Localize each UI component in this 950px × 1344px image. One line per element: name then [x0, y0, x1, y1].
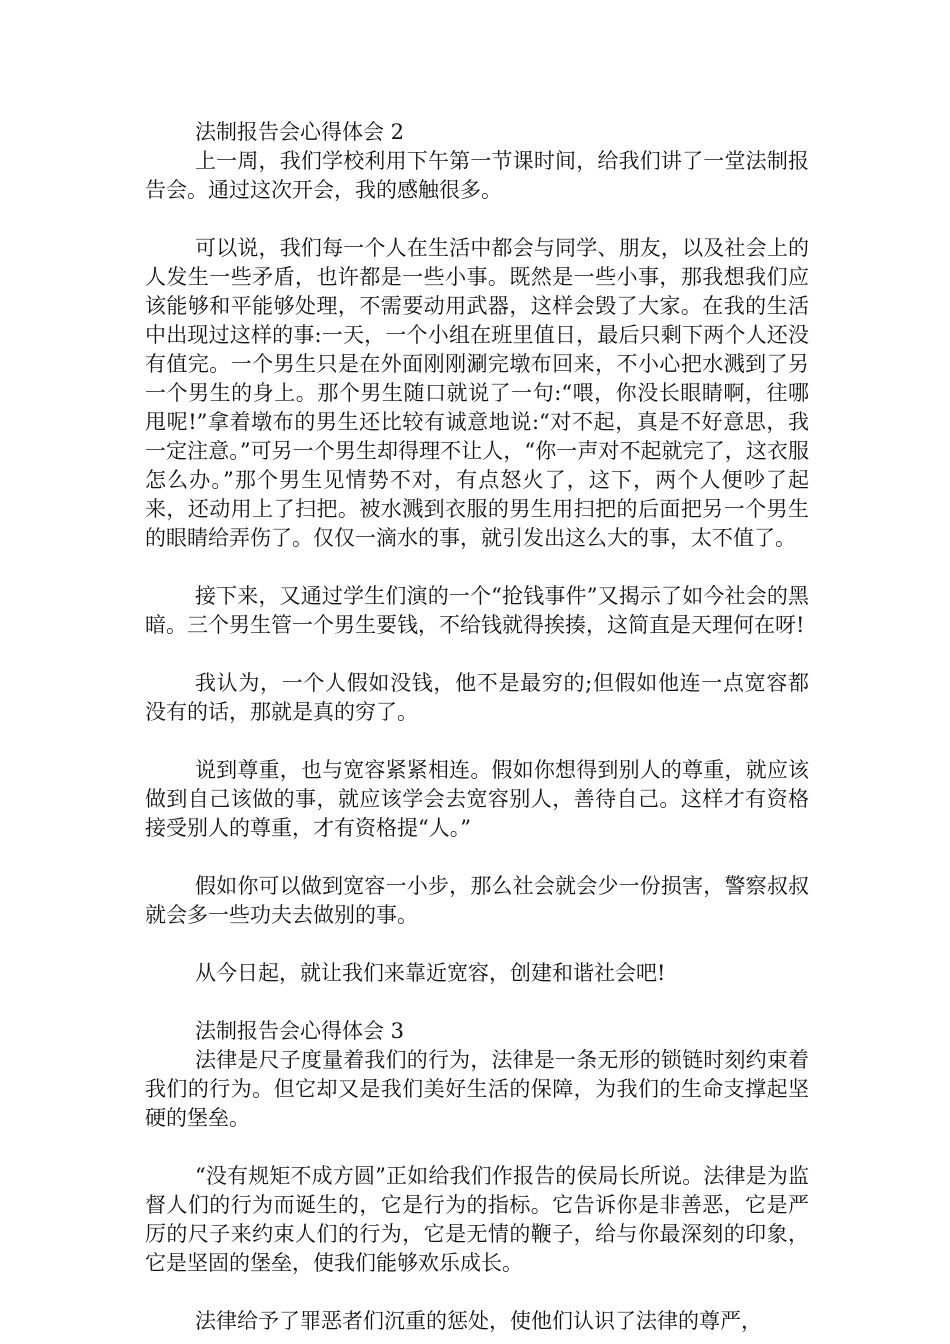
section-3-paragraph-2: “没有规矩不成方圆”正如给我们作报告的侯局长所说。法律是为监督人们的行为而诞生的，它是行为的指标。它告诉你是非善恶，它是严厉的尺子来约束人们的行为，它是无情的鞭子，给与你最深刻的印象，它是坚固的堡垒，使我们能够欢乐成长。	[145, 1164, 809, 1275]
section-3-paragraph-3: 法律给予了罪恶者们沉重的惩处，使他们认识了法律的尊严，	[195, 1309, 762, 1333]
document-page	[145, 118, 809, 1336]
section-2-paragraph-3: 接下来，又通过学生们演的一个“抢钱事件”又揭示了如今社会的黑暗。三个男生管一个男生要钱，不给钱就得挨揍，这简直是天理何在呀!	[145, 584, 809, 637]
section-2-paragraph-4: 我认为，一个人假如没钱，他不是最穷的;但假如他连一点宽容都没有的话，那就是真的穷了。	[145, 671, 809, 724]
section-2-paragraph-7: 从今日起，就让我们来靠近宽容，创建和谐社会吧!	[195, 961, 666, 985]
section-2-paragraph-1: 上一周，我们学校利用下午第一节课时间，给我们讲了一堂法制报告会。通过这次开会，我的感触很多。	[145, 149, 809, 202]
section-3-paragraph-1: 法律是尺子度量着我们的行为，法律是一条无形的锁链时刻约束着我们的行为。但它却又是我们美好生活的保障，为我们的生命支撑起坚硬的堡垒。	[145, 1048, 809, 1130]
section-2-title: 法制报告会心得体会 2	[195, 120, 405, 144]
section-2-paragraph-2: 可以说，我们每一个人在生活中都会与同学、朋友，以及社会上的人发生一些矛盾，也许都是一些小事。既然是一些小事，那我想我们应该能够和平能够处理，不需要动用武器，这样会毁了大家。在我的生活中出现过这样的事:一天，一个小组在班里值日，最后只剩下两个人还没有值完。一个男生只是在外面刚刚涮完墩布回来，不小心把水溅到了另一个男生的身上。那个男生随口就说了一句:“喂，你没长眼睛啊，往哪甩呢!”拿着墩布的男生还比较有诚意地说:“对不起，真是不好意思，我一定注意。”可另一个男生却得理不让人，“你一声对不起就完了，这衣服怎么办。”那个男生见情势不对，有点怒火了，这下，两个人便吵了起来，还动用上了扫把。被水溅到衣服的男生用扫把的后面把另一个男生的眼睛给弄伤了。仅仅一滴水的事，就引发出这么大的事，太不值了。	[145, 236, 809, 550]
section-3-title: 法制报告会心得体会 3	[195, 1019, 405, 1043]
section-2-paragraph-5: 说到尊重，也与宽容紧紧相连。假如你想得到别人的尊重，就应该做到自己该做的事，就应该学会去宽容别人，善待自己。这样才有资格接受别人的尊重，才有资格提“人。”	[145, 758, 809, 840]
section-2-paragraph-6: 假如你可以做到宽容一小步，那么社会就会少一份损害，警察叔叔就会多一些功夫去做别的事。	[145, 874, 809, 927]
